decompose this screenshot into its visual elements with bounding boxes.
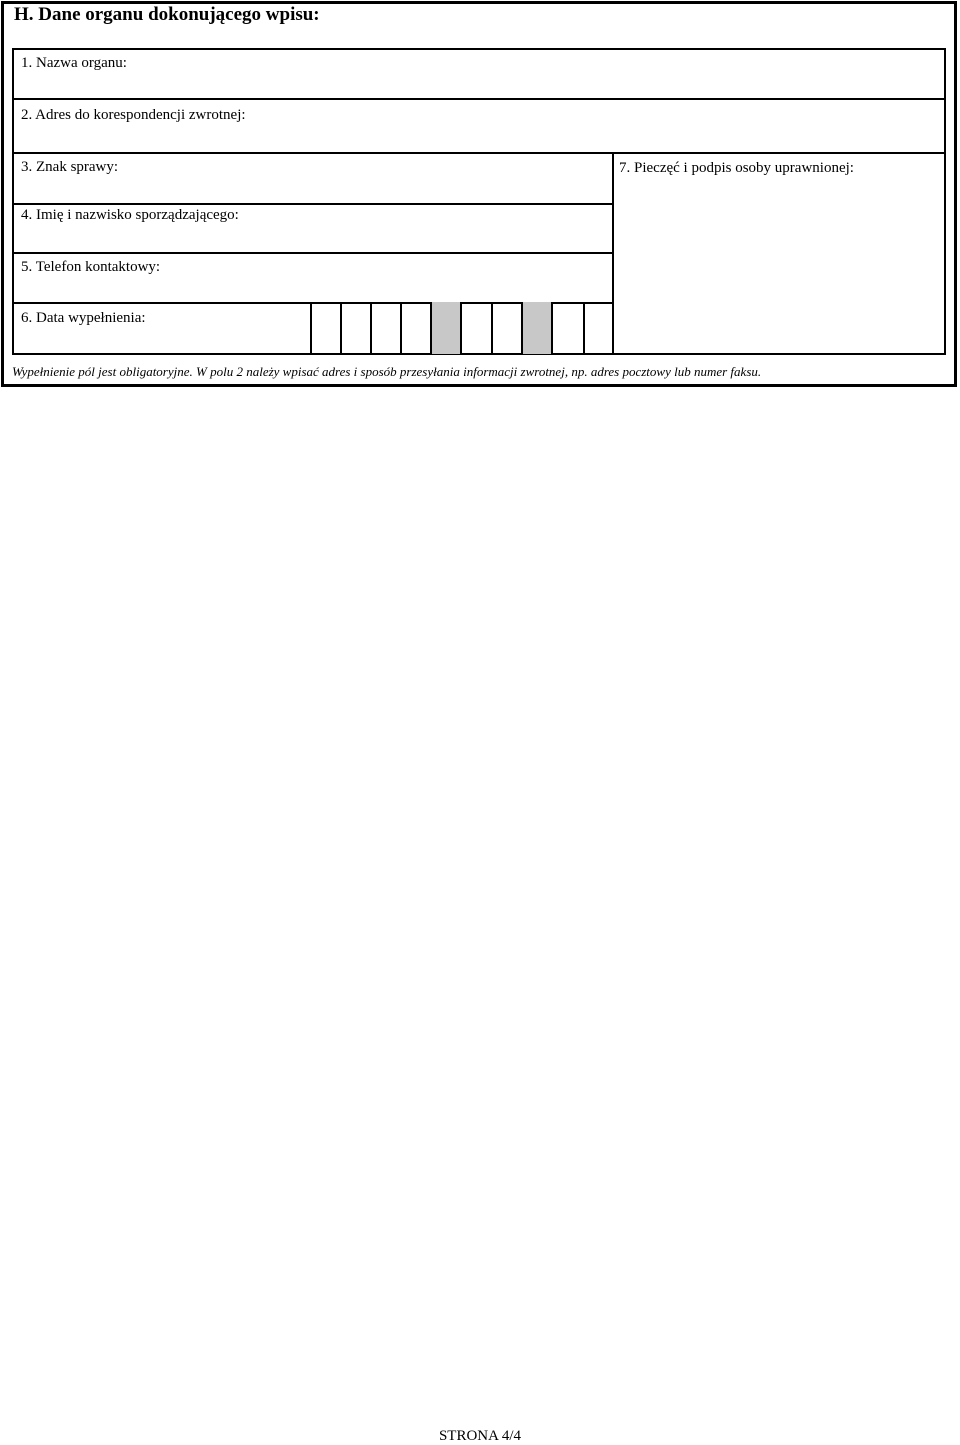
date-digit-cell[interactable] [310,302,342,354]
date-digit-cell[interactable] [583,302,614,354]
page-number: STRONA 4/4 [438,1428,522,1444]
obligatory-note: Wypełnienie pól jest obligatoryjne. W polu 2 należy wpisać adres i sposób przesyłania informacji zwrotnej, np. adres pocztowy lub numer faksu. [12,364,762,379]
field-stamp-signature[interactable] [612,152,946,355]
field-preparer-name-label: 4. Imię i nazwisko sporządzającego: [21,207,239,223]
date-digit-cell[interactable] [340,302,372,354]
field-case-number-label: 3. Znak sprawy: [21,159,119,175]
field-authority-name-label: 1. Nazwa organu: [21,55,127,71]
field-contact-phone-label: 5. Telefon kontaktowy: [21,259,161,275]
date-digit-cell[interactable] [400,302,432,354]
date-digit-cell[interactable] [491,302,523,354]
date-digit-cell[interactable] [460,302,492,354]
date-digit-cell[interactable] [370,302,402,354]
date-separator-cell [430,302,462,354]
date-separator-cell [521,302,553,354]
field-stamp-signature-label: 7. Pieczęć i podpis osoby uprawnionej: [619,160,854,176]
date-digit-cell[interactable] [551,302,583,354]
section-title: H. Dane organu dokonującego wpisu: [14,4,320,25]
field-fill-date-label: 6. Data wypełnienia: [21,310,146,326]
field-authority-name[interactable] [12,48,946,100]
field-return-address-label: 2. Adres do korespondencji zwrotnej: [21,107,246,123]
